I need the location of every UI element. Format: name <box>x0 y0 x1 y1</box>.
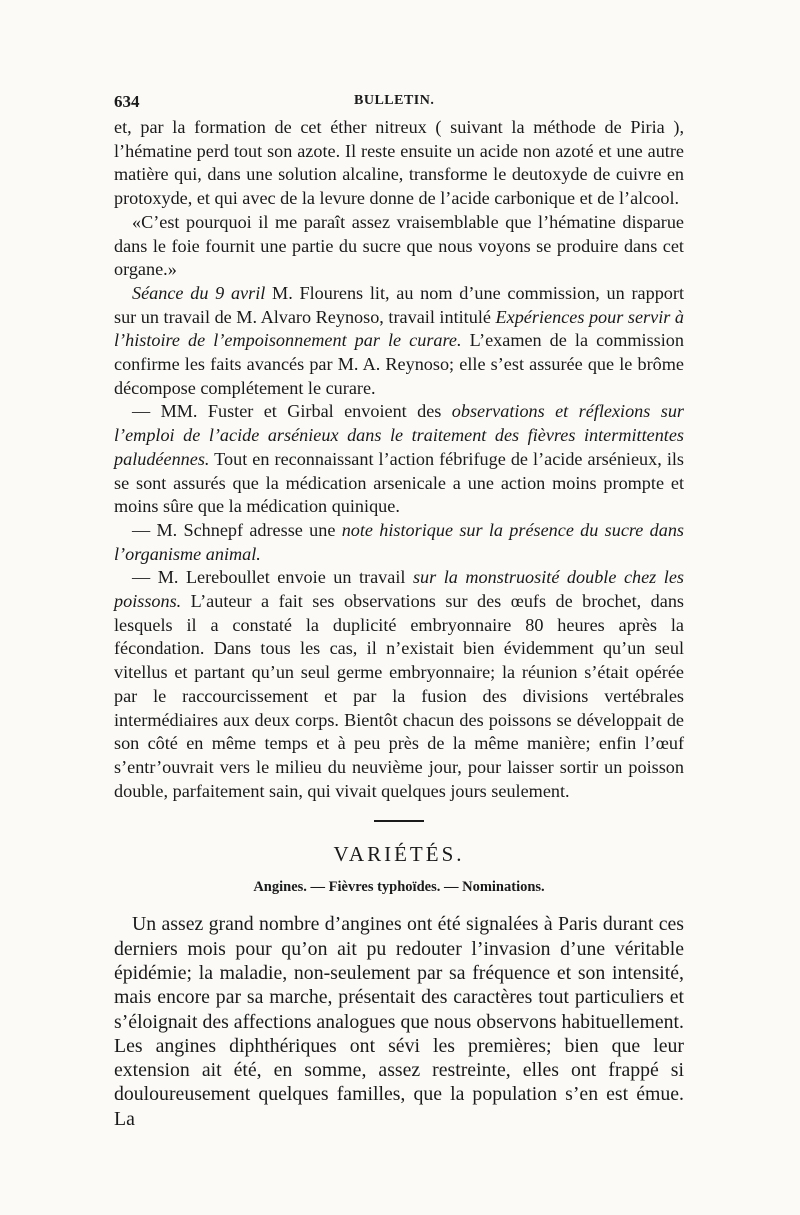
page <box>114 92 684 1131</box>
running-title: BULLETIN. <box>354 93 435 108</box>
paragraph: — M. Lereboullet envoie un travail sur la monstruosité double chez les poissons. L’auteur a fait ses observations sur des œufs de brochet, dans lesquels il a constaté la duplicité embryonnaire 80 heures après la fécondation. Dans tous les cas, il n’existait bien évidemment qu’un seul vitellus et partant qu’un seul germe embryonnaire; la réunion s’était opérée par le raccourcissement et par la fusion des divisions vertébrales intermédiaires aux deux corps. Bientôt chacun des poissons se développait de son côté en même temps et à peu près de la même manière; enfin l’œuf s’entr’ouvrait vers le milieu du neuvième jour, pour laisser sortir un poisson double, parfaitement sain, qui vivait quelques jours seulement. <box>114 567 684 801</box>
running-head <box>114 92 684 116</box>
paragraph: Séance du 9 avril M. Flourens lit, au nom d’une commission, un rapport sur un travail de M. Alvaro Reynoso, travail intitulé Expériences pour servir à l’histoire de l’empoisonnement par le curare. L’examen de la commission confirme les faits avancés par M. A. Reynoso; elle s’est assurée que le brôme décompose complétement le curare. <box>114 282 684 398</box>
section-subtitle: Angines. — Fièvres typhoïdes. — Nominations. <box>253 879 545 896</box>
work-title: observations et réflexions sur l’emploi de l’acide arsénieux dans le traitement des fièvres intermittentes paludéennes. <box>114 401 684 469</box>
section-title: VARIÉTÉS. <box>333 842 465 867</box>
work-title: Expériences pour servir à l’histoire de l’empoisonnement par le curare. <box>114 306 684 351</box>
varietes-text <box>114 912 684 1131</box>
paragraph: — MM. Fuster et Girbal envoient des observations et réflexions sur l’emploi de l’acide arsénieux dans le traitement des fièvres intermittentes paludéennes. Tout en reconnaissant l’action fébrifuge de l’acide arsénieux, ils se sont assurés que la médication arsenicale a une action moins prompte et moins sûre que la médication quinique. <box>114 401 684 517</box>
paragraph: — M. Schnepf adresse une note historique sur la présence du sucre dans l’organisme animal. <box>114 519 684 564</box>
page-number: 634 <box>114 92 140 111</box>
paragraph: «C’est pourquoi il me paraît assez vraisemblable que l’hématine disparue dans le foie fournit une partie du sucre que nous voyons se produire dans cet organe.» <box>114 211 684 280</box>
session-date: Séance du 9 avril <box>132 282 266 303</box>
section-divider <box>374 820 424 822</box>
paragraph: et, par la formation de cet éther nitreux ( suivant la méthode de Piria ), l’hématine perd tout son azote. Il reste ensuite un acide non azoté et une autre matière qui, dans une solution alcaline, transforme le deutoxyde de cuivre en protoxyde, et qui avec de la levure donne de l’acide carbonique et de l’alcool. <box>114 117 684 209</box>
work-title: sur la monstruosité double chez les poissons. <box>114 567 684 612</box>
bulletin-text <box>114 116 684 803</box>
work-title: note historique sur la présence du sucre dans l’organisme animal. <box>114 519 684 564</box>
paragraph: Un assez grand nombre d’angines ont été signalées à Paris durant ces derniers mois pour qu’on ait pu redouter l’invasion d’une véritable épidémie; la maladie, non-seulement par sa fréquence et son intensité, mais encore par sa marche, présentait des caractères tout particuliers et s’éloignait des affections analogues que nous observons habituellement. Les angines diphthériques ont sévi les premières; bien que leur extension ait été, en somme, assez restreinte, elles ont frappé si douloureusement quelques familles, que la population s’en est émue. La <box>114 913 684 1130</box>
